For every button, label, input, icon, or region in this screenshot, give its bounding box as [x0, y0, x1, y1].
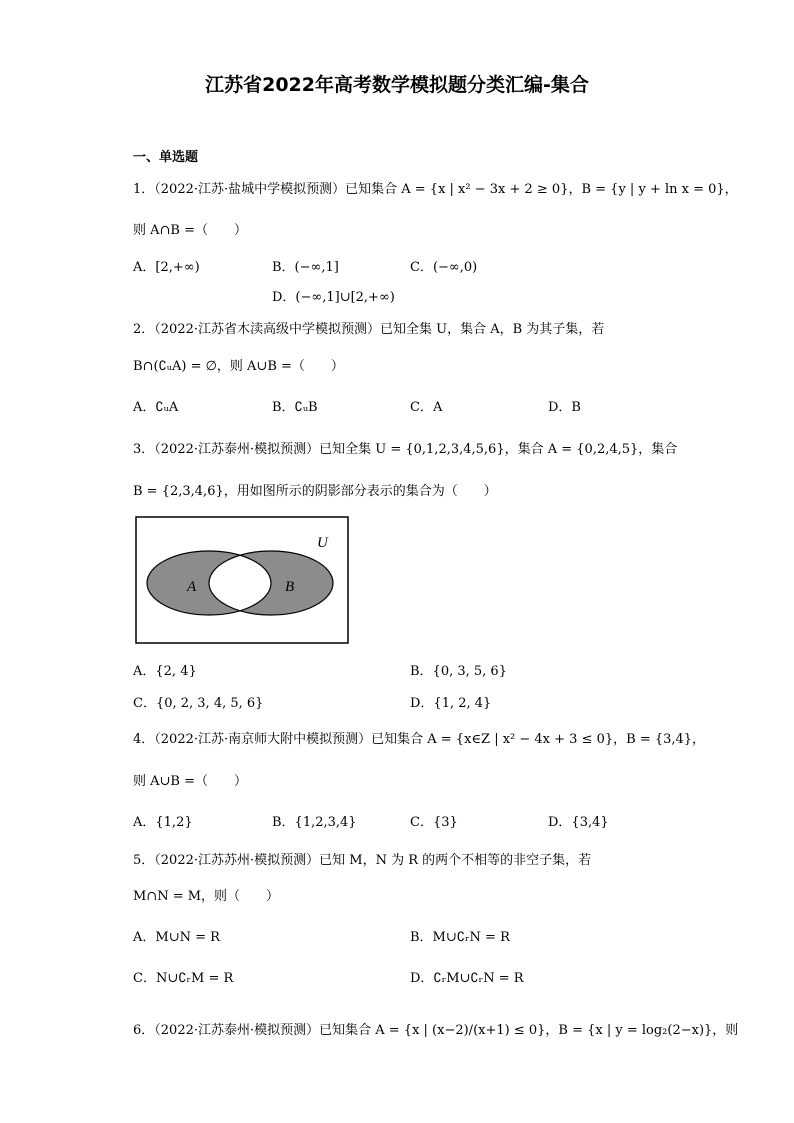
q5-option-b: B．M∪∁ᵣN = R [410, 930, 510, 945]
q4-option-d: D．{3,4} [548, 815, 609, 830]
q6-stem-line1: 6．（2022·江苏泰州·模拟预测）已知集合 A = {x | (x−2)/(x+1) ≤ 0}，B = {x | y = log₂(2−x)}，则 [133, 1023, 739, 1038]
q3-option-c: C．{0, 2, 3, 4, 5, 6} [133, 696, 264, 711]
section-heading: 一、单选题 [133, 150, 199, 165]
q1-option-a: A．[2,+∞) [133, 260, 200, 275]
q5-option-c: C．N∪∁ᵣM = R [133, 971, 234, 986]
page-title: 江苏省2022年高考数学模拟题分类汇编-集合 [205, 74, 589, 96]
q3-option-b: B．{0, 3, 5, 6} [410, 664, 507, 679]
q2-stem-line1: 2．（2022·江苏省木渎高级中学模拟预测）已知全集 U，集合 A，B 为其子集，若 [133, 322, 605, 337]
q3-option-d: D．{1, 2, 4} [410, 696, 492, 711]
q4-option-b: B．{1,2,3,4} [272, 815, 357, 830]
q5-option-d: D．∁ᵣM∪∁ᵣN = R [410, 971, 524, 986]
q2-option-c: C．A [410, 400, 443, 415]
q3-option-a: A．{2, 4} [133, 664, 197, 679]
label-b: B [285, 579, 295, 595]
q1-option-b: B．(−∞,1] [272, 260, 339, 275]
q1-option-c: C．(−∞,0) [410, 260, 478, 275]
q4-option-a: A．{1,2} [133, 815, 193, 830]
q1-option-d: D．(−∞,1]∪[2,+∞) [272, 290, 395, 305]
q2-stem-line2: B∩(∁ᵤA) = ∅，则 A∪B =（ ） [133, 359, 344, 374]
q1-stem-line2: 则 A∩B =（ ） [133, 223, 247, 238]
q5-stem-line2: M∩N = M，则（ ） [133, 889, 280, 904]
label-u: U [317, 535, 328, 551]
q3-stem-line1: 3．（2022·江苏泰州·模拟预测）已知全集 U = {0,1,2,3,4,5,6}，集合 A = {0,2,4,5}，集合 [133, 442, 678, 457]
q4-stem-line1: 4．（2022·江苏·南京师大附中模拟预测）已知集合 A = {x∈Z | x² − 4x + 3 ≤ 0}，B = {3,4}， [133, 732, 706, 747]
q5-stem-line1: 5．（2022·江苏苏州·模拟预测）已知 M，N 为 R 的两个不相等的非空子集，若 [133, 853, 592, 868]
q4-option-c: C．{3} [410, 815, 458, 830]
q3-stem-line2: B = {2,3,4,6}，用如图所示的阴影部分表示的集合为（ ） [133, 484, 497, 499]
q2-option-a: A．∁ᵤA [133, 400, 179, 415]
q5-option-a: A．M∪N = R [133, 930, 220, 945]
q4-stem-line2: 则 A∪B =（ ） [133, 774, 247, 789]
label-a: A [187, 579, 197, 595]
q2-option-d: D．B [548, 400, 581, 415]
venn-diagram [135, 516, 349, 644]
q2-option-b: B．∁ᵤB [272, 400, 318, 415]
q1-stem-line1: 1．（2022·江苏·盐城中学模拟预测）已知集合 A = {x | x² − 3x + 2 ≥ 0}，B = {y | y + ln x = 0}， [133, 182, 738, 197]
